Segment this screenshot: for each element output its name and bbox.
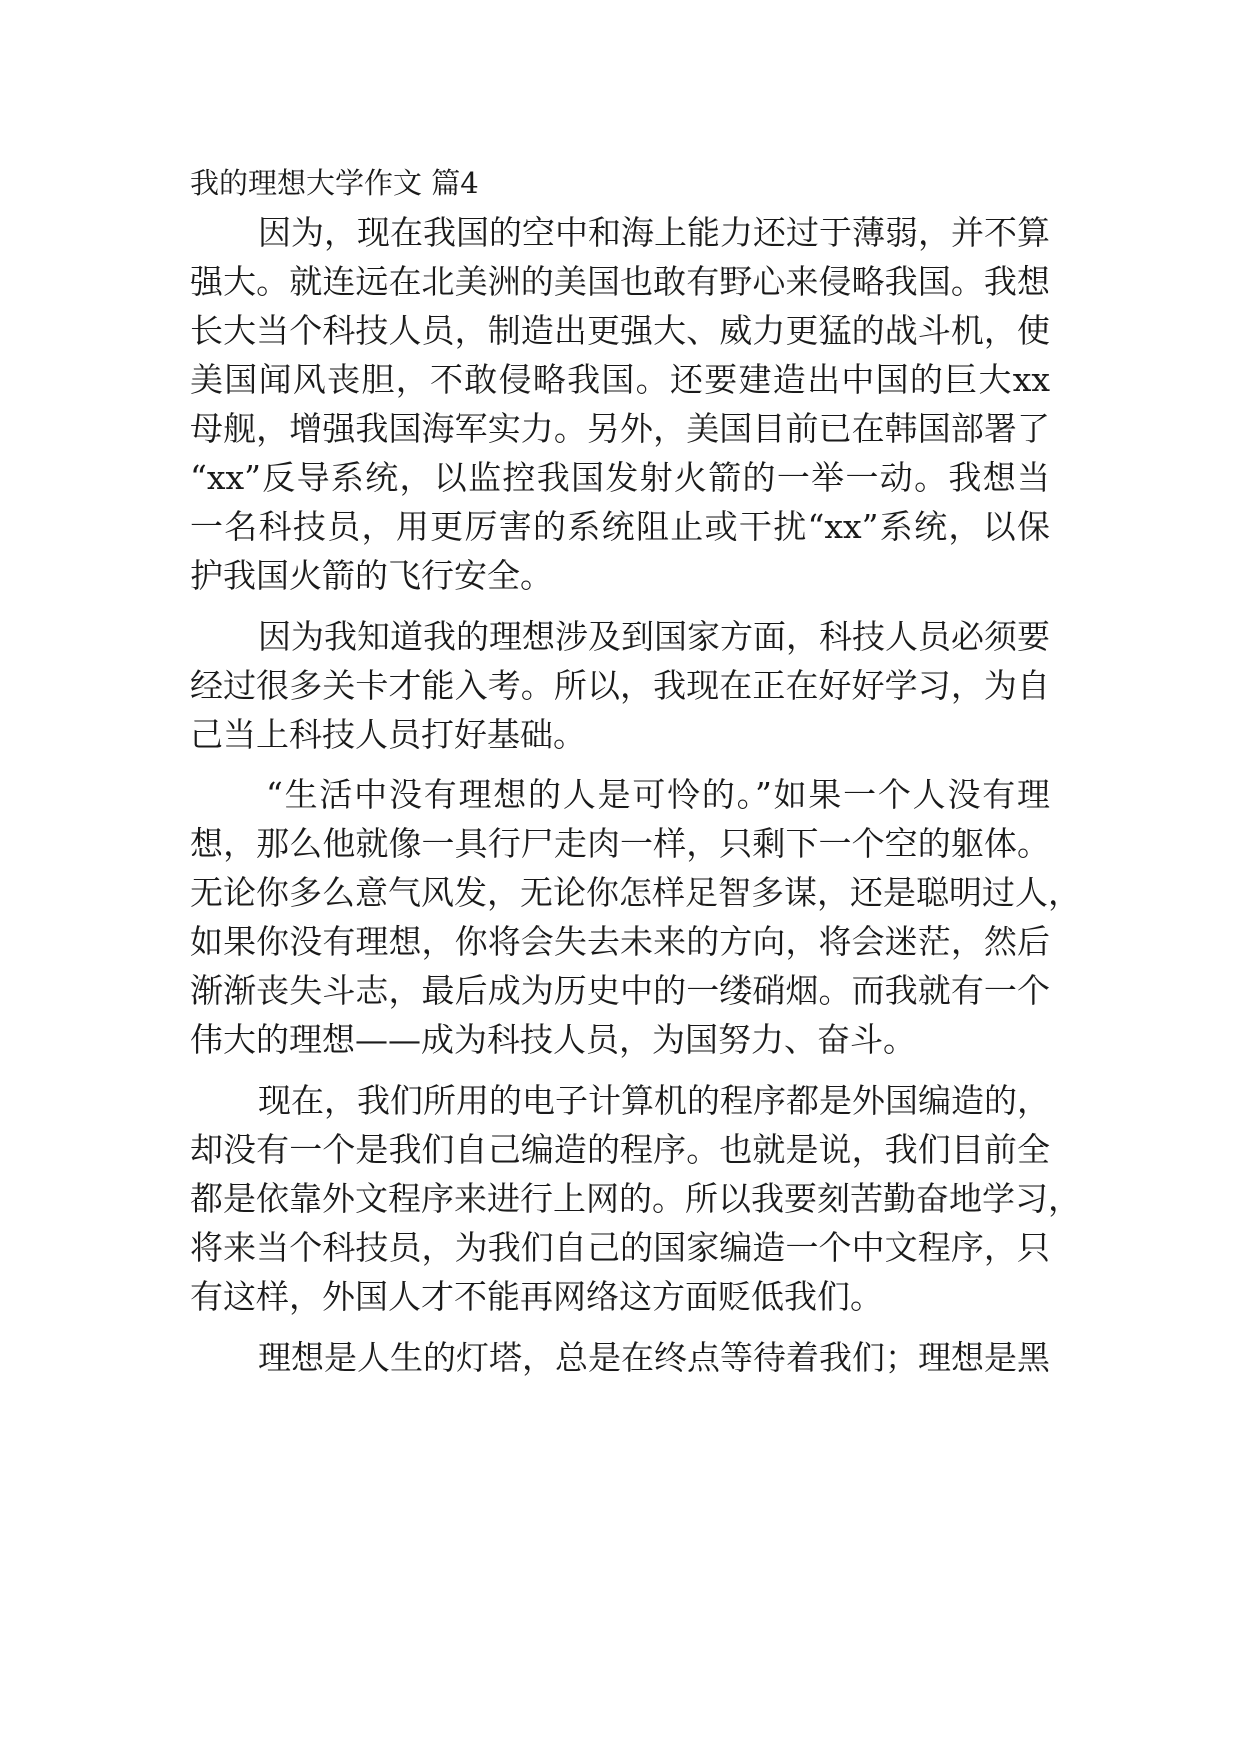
paragraph-1-line-3: 长大当个科技人员，制造出更强大、威力更猛的战斗机，使 [190, 311, 1050, 350]
paragraph-3-line-1: “生活中没有理想的人是可怜的。”如果一个人没有理 [266, 775, 1050, 814]
paragraph-2-line-2: 经过很多关卡才能入考。所以，我现在正在好好学习，为自 [190, 666, 1050, 705]
paragraph-3-line-5: 渐渐丧失斗志，最后成为历史中的一缕硝烟。而我就有一个 [190, 971, 1050, 1010]
paragraph-4-line-4: 将来当个科技员，为我们自己的国家编造一个中文程序，只 [190, 1228, 1050, 1267]
paragraph-4-line-3: 都是依靠外文程序来进行上网的。所以我要刻苦勤奋地学习， [190, 1179, 1081, 1218]
paragraph-4-line-1: 现在，我们所用的电子计算机的程序都是外国编造的， [258, 1081, 1050, 1120]
paragraph-1-line-7: 一名科技员，用更厉害的系统阻止或干扰“xx”系统，以保 [190, 507, 1050, 546]
paragraph-1-line-6: “xx”反导系统，以监控我国发射火箭的一举一动。我想当 [190, 458, 1050, 497]
paragraph-1-line-4: 美国闻风丧胆，不敢侵略我国。还要建造出中国的巨大xx [190, 360, 1050, 399]
paragraph-1-line-1: 因为，现在我国的空中和海上能力还过于薄弱，并不算 [258, 213, 1050, 252]
paragraph-4-line-2: 却没有一个是我们自己编造的程序。也就是说，我们目前全 [190, 1130, 1050, 1169]
paragraph-4-line-5: 有这样，外国人才不能再网络这方面贬低我们。 [190, 1277, 883, 1316]
paragraph-3-line-2: 想，那么他就像一具行尸走肉一样，只剩下一个空的躯体。 [190, 824, 1050, 863]
paragraph-1-line-8: 护我国火箭的飞行安全。 [190, 556, 553, 595]
paragraph-2-line-3: 己当上科技人员打好基础。 [190, 715, 586, 754]
paragraph-2-line-1: 因为我知道我的理想涉及到国家方面，科技人员必须要 [258, 617, 1050, 656]
paragraph-3-line-4: 如果你没有理想，你将会失去未来的方向，将会迷茫，然后 [190, 922, 1050, 961]
paragraph-1-line-5: 母舰，增强我国海军实力。另外，美国目前已在韩国部署了 [190, 409, 1050, 448]
document-title: 我的理想大学作文 篇4 [190, 166, 479, 200]
paragraph-3-line-6: 伟大的理想——成为科技人员，为国努力、奋斗。 [190, 1020, 916, 1059]
paragraph-1-line-2: 强大。就连远在北美洲的美国也敢有野心来侵略我国。我想 [190, 262, 1050, 301]
paragraph-3-line-3: 无论你多么意气风发，无论你怎样足智多谋，还是聪明过人， [190, 873, 1081, 912]
paragraph-5-line-1: 理想是人生的灯塔，总是在终点等待着我们；理想是黑 [258, 1338, 1050, 1377]
